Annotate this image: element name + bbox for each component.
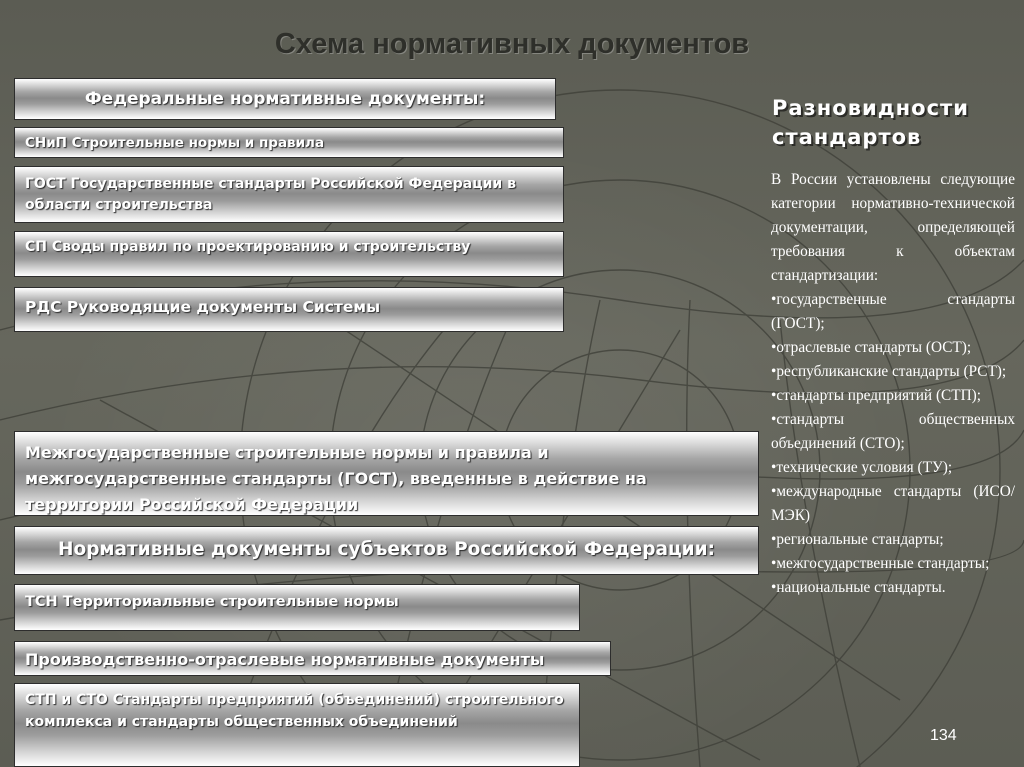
- interstate-text: Межгосударственные строительные нормы и правила и межгосударственные стандарты (ГОСТ), введенные в действие на территории Российской Федерации: [25, 443, 647, 514]
- rds-box: [14, 287, 564, 332]
- tsn-text: ТСН Территориальные строительные нормы: [25, 594, 399, 610]
- standards-item: •государственные стандарты (ГОСТ);: [771, 291, 1015, 332]
- standards-item: •технические условия (ТУ);: [771, 459, 953, 476]
- gost-text-line2: области строительства: [25, 197, 213, 213]
- gost-box: [14, 166, 564, 223]
- standards-item: •национальные стандарты.: [771, 579, 946, 596]
- standards-item: •стандарты общественных объединений (СТО);: [771, 411, 1015, 452]
- standards-item: •региональные стандарты;: [771, 531, 944, 548]
- sp-text: СП Своды правил по проектированию и строительству: [25, 239, 471, 255]
- standards-item: •стандарты предприятий (СТП);: [771, 387, 981, 404]
- subjects-documents-header-text: Нормативные документы субъектов Российской Федерации:: [58, 539, 715, 560]
- standards-item: •республиканские стандарты (РСТ);: [771, 363, 1007, 380]
- subjects-documents-header: [14, 526, 759, 575]
- slide-title: Схема нормативных документов: [274, 28, 750, 60]
- rds-text: РДС Руководящие документы Системы: [25, 298, 381, 316]
- standards-item: •отраслевые стандарты (ОСТ);: [771, 339, 972, 356]
- snip-box: [14, 127, 564, 158]
- sp-box: [14, 231, 564, 277]
- stp-sto-text: СТП и СТО Стандарты предприятий (объединений) строительного комплекса и стандарты общественных объединений: [25, 692, 564, 730]
- federal-documents-header-text: Федеральные нормативные документы:: [84, 89, 486, 109]
- stp-sto-box: [14, 683, 580, 767]
- gost-text-line1: ГОСТ Государственные стандарты Российской Федерации в: [25, 176, 516, 192]
- federal-documents-header: [14, 78, 556, 120]
- standards-types-heading: Разновидности стандартов: [772, 96, 969, 149]
- industrial-text: Производственно-отраслевые нормативные документы: [25, 650, 545, 669]
- interstate-box: [14, 431, 759, 516]
- standards-item: •международные стандарты (ИСО/МЭК): [771, 483, 1015, 524]
- standards-types-text: [771, 168, 1015, 600]
- standards-item: •межгосударственные стандарты;: [771, 555, 990, 572]
- tsn-box: [14, 584, 580, 631]
- industrial-box: [14, 641, 611, 676]
- page-number: 134: [930, 727, 957, 744]
- standards-intro: В России установлены следующие категории нормативно-технической документации, определяющей требования к объектам стандартизации:: [771, 171, 1015, 284]
- snip-text: СНиП Строительные нормы и правила: [25, 135, 325, 151]
